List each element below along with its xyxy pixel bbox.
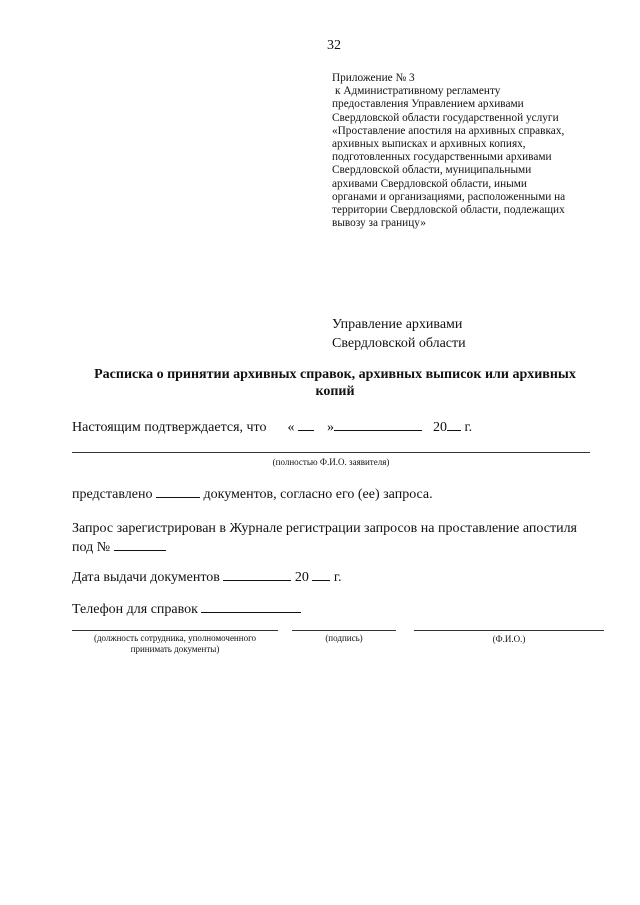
appendix-line: «Проставление апостиля на архивных справках,: [332, 124, 565, 137]
issue-date-blank[interactable]: [223, 568, 291, 581]
appendix-line: территории Свердловской области, подлежащих: [332, 204, 565, 217]
addressee-line: Управление архивами: [332, 317, 463, 332]
title-line: Расписка о принятии архивных справок, архивных выписок или архивных: [94, 367, 576, 382]
issue-date-label: Дата выдачи документов: [72, 570, 220, 585]
issue-date-line: [72, 568, 342, 586]
applicant-caption: (полностью Ф.И.О. заявителя): [272, 457, 390, 467]
page-number: 32: [327, 38, 341, 53]
appendix-line: подготовленных государственными архивами: [332, 151, 552, 164]
name-line[interactable]: [414, 630, 604, 631]
registered-number-label: под №: [72, 540, 111, 555]
appendix-line: Свердловской области, муниципальными: [332, 164, 532, 177]
issue-year-prefix: 20: [294, 570, 309, 585]
registration-number-blank[interactable]: [114, 538, 166, 551]
appendix-header: [332, 72, 612, 230]
position-line[interactable]: [72, 630, 278, 631]
addressee-line: Свердловской области: [332, 336, 466, 351]
confirm-text: Настоящим подтверждается, что: [72, 420, 267, 435]
documents-count-blank[interactable]: [156, 485, 200, 498]
document-title: [70, 366, 600, 400]
submitted-line: [72, 485, 433, 503]
phone-line: [72, 600, 301, 618]
month-blank[interactable]: [334, 418, 422, 431]
day-blank[interactable]: [298, 418, 314, 431]
title-line: копий: [315, 384, 355, 399]
appendix-line: Свердловской области государственной услуги: [332, 111, 559, 124]
position-caption-line: принимать документы): [130, 644, 220, 654]
appendix-line: архивами Свердловской области, иными: [332, 177, 527, 190]
submitted-suffix: документов, согласно его (ее) запроса.: [203, 487, 433, 502]
confirm-line: [72, 418, 472, 436]
phone-blank[interactable]: [201, 600, 301, 613]
applicant-name-line[interactable]: [72, 452, 590, 453]
year-blank[interactable]: [447, 418, 461, 431]
appendix-line: предоставления Управлением архивами: [332, 98, 524, 111]
year-prefix: 20: [433, 420, 447, 435]
addressee-block: [332, 315, 612, 353]
appendix-line: Приложение № 3: [332, 72, 415, 84]
appendix-line: к Административному регламенту: [335, 85, 501, 98]
appendix-line: архивных выписках и архивных копиях,: [332, 138, 526, 151]
quote-open: «: [287, 420, 295, 435]
signature-caption: (подпись): [325, 633, 363, 643]
issue-year-suffix: г.: [333, 570, 342, 585]
signature-line[interactable]: [292, 630, 396, 631]
registered-line1: Запрос зарегистрирован в Журнале регистрации запросов на проставление апостиля: [72, 521, 577, 536]
quote-close: »: [327, 420, 334, 435]
registered-line2: [72, 538, 166, 556]
position-caption-line: (должность сотрудника, уполномоченного: [93, 633, 257, 643]
issue-year-blank[interactable]: [312, 568, 330, 581]
year-suffix: г.: [464, 420, 473, 435]
name-caption: (Ф.И.О.): [492, 634, 526, 644]
position-caption: [72, 633, 278, 655]
submitted-prefix: представлено: [72, 487, 153, 502]
phone-label: Телефон для справок: [72, 602, 198, 617]
appendix-line: вывозу за границу»: [332, 217, 426, 230]
appendix-line: органами и организациями, расположенными на: [332, 190, 566, 203]
